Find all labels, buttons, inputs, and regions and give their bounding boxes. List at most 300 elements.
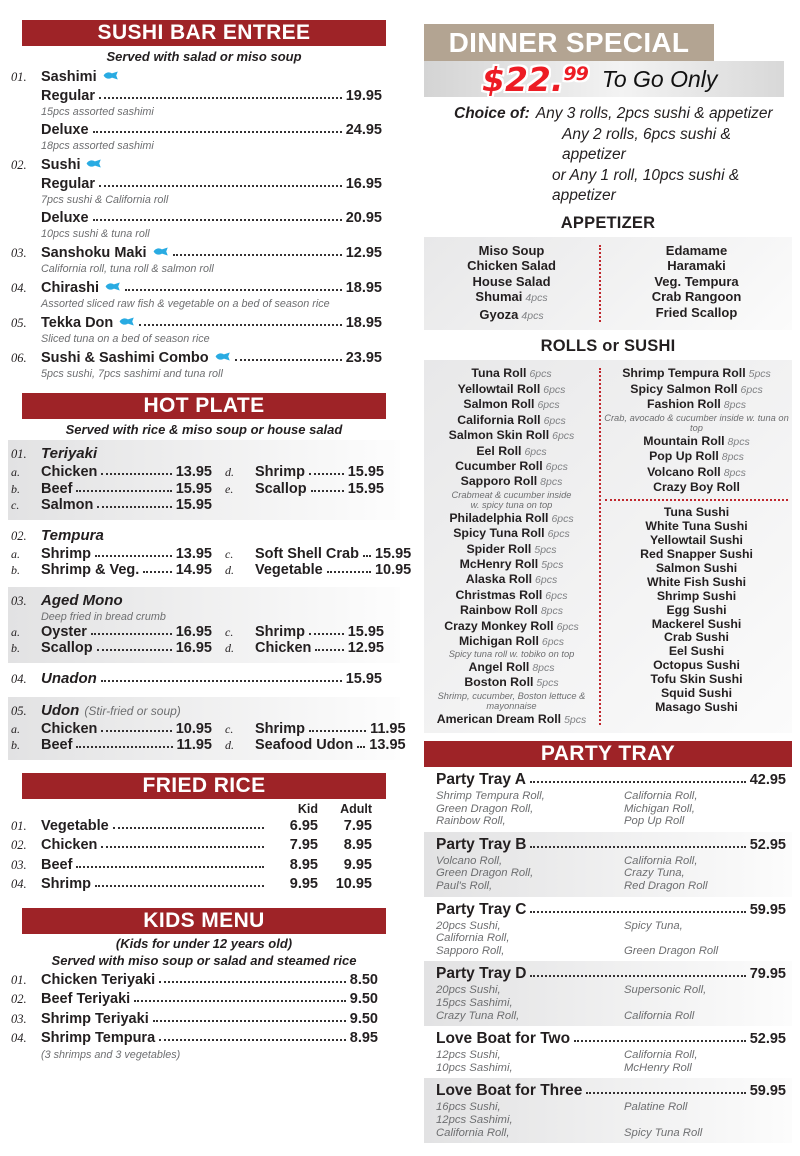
item-description: (3 shrimps and 3 vegetables) bbox=[41, 1048, 181, 1061]
dish-price: 13.95 bbox=[175, 464, 212, 480]
dish-letter: d. bbox=[225, 641, 234, 655]
party-item-name: Party Tray A bbox=[436, 771, 526, 789]
dotted-leader bbox=[99, 185, 342, 187]
item-name: Miso Soup bbox=[478, 242, 545, 258]
party-item-contents bbox=[436, 1101, 786, 1139]
dish-row bbox=[222, 481, 384, 498]
right-column bbox=[424, 24, 792, 1156]
dish-row bbox=[222, 624, 384, 641]
rolls-or-sushi-heading: ROLLS or SUSHI bbox=[540, 337, 676, 356]
roll-pieces: 6pcs bbox=[537, 399, 560, 412]
kids-menu-section bbox=[8, 908, 400, 1061]
adult-price: 8.95 bbox=[343, 837, 372, 853]
group-number: 03. bbox=[11, 593, 27, 608]
menu-subitem-row bbox=[8, 209, 382, 228]
subitem-name: Regular bbox=[41, 176, 95, 192]
group-columns bbox=[8, 720, 406, 754]
item-name: Chicken bbox=[41, 837, 98, 853]
item-name: Vegetable bbox=[41, 817, 109, 834]
dish-letter: a. bbox=[11, 624, 20, 639]
roll-item bbox=[424, 675, 599, 690]
dish-letter: d. bbox=[225, 738, 234, 752]
dotted-leader bbox=[315, 649, 343, 651]
hot-plate-group bbox=[8, 522, 412, 585]
menu-item-row bbox=[8, 155, 382, 175]
roll-item bbox=[424, 603, 599, 618]
dish-row bbox=[222, 546, 411, 563]
dish-letter: b. bbox=[11, 641, 20, 655]
group-name: Tempura bbox=[41, 526, 104, 544]
fish-icon bbox=[215, 347, 231, 366]
item-name: Haramaki bbox=[667, 258, 726, 274]
roll-item bbox=[424, 382, 599, 397]
dish-name: Shrimp bbox=[41, 545, 91, 562]
item-name: Shumai bbox=[475, 289, 523, 305]
roll-name: Boston Roll bbox=[464, 675, 534, 690]
group-header bbox=[8, 669, 400, 689]
appetizer-box bbox=[424, 237, 792, 331]
dotted-leader bbox=[530, 846, 745, 848]
party-content-line: California Roll, bbox=[436, 932, 510, 945]
roll-item bbox=[601, 465, 792, 480]
dish-letter: a. bbox=[11, 721, 20, 736]
fried-rice-row bbox=[8, 836, 400, 856]
dish-name: Beef bbox=[41, 737, 73, 753]
dish-name: Shrimp bbox=[255, 623, 305, 640]
party-tray-item bbox=[424, 961, 792, 1026]
adult-price: 7.95 bbox=[343, 817, 372, 834]
roll-item bbox=[424, 619, 599, 634]
dish-name: Chicken bbox=[255, 640, 312, 656]
dish-price: 12.95 bbox=[347, 640, 384, 656]
section-header-kids-menu: KIDS MENU bbox=[22, 908, 386, 934]
roll-pieces: 5pcs bbox=[564, 713, 587, 726]
appetizer-heading: APPETIZER bbox=[560, 213, 656, 232]
roll-pieces: 8pcs bbox=[727, 435, 750, 448]
dinner-special-price-band bbox=[424, 61, 784, 97]
roll-pieces: 6pcs bbox=[551, 512, 574, 525]
party-item-header bbox=[436, 770, 786, 790]
roll-name: Tuna Roll bbox=[471, 366, 527, 381]
party-content-line: Rainbow Roll, bbox=[436, 815, 506, 828]
fried-rice-row bbox=[8, 875, 400, 895]
item-description: 5pcs sushi, 7pcs sashimi and tuna roll bbox=[41, 368, 223, 380]
party-tray-item bbox=[424, 1026, 792, 1078]
dish-price: 15.95 bbox=[347, 623, 384, 640]
dish-row bbox=[8, 640, 212, 657]
hot-plate-group bbox=[8, 697, 406, 760]
party-item-name: Love Boat for Three bbox=[436, 1082, 583, 1100]
roll-name: Spicy Tuna Roll bbox=[453, 526, 545, 541]
appetizer-item bbox=[424, 274, 599, 290]
roll-pieces: 8pcs bbox=[532, 661, 555, 674]
roll-item bbox=[424, 444, 599, 459]
party-content-line: California Roll, bbox=[624, 790, 698, 803]
fried-rice-row bbox=[8, 856, 400, 876]
item-number: 02. bbox=[11, 992, 27, 1006]
roll-pieces: 6pcs bbox=[552, 430, 575, 443]
dish-name: Scallop bbox=[41, 640, 93, 656]
menu-item-row bbox=[8, 243, 382, 263]
section-header-sushi-bar-entree: SUSHI BAR ENTREE bbox=[22, 20, 386, 46]
roll-item bbox=[424, 428, 599, 443]
group-columns bbox=[8, 464, 400, 514]
party-content-line: Pop Up Roll bbox=[624, 815, 685, 828]
sushi-item: White Fish Sushi bbox=[646, 574, 747, 589]
roll-pieces: 5pcs bbox=[534, 543, 557, 556]
dotted-leader bbox=[76, 746, 172, 748]
group-header bbox=[8, 526, 400, 546]
party-content-line bbox=[624, 932, 786, 945]
dish-name: Scallop bbox=[255, 480, 307, 497]
dish-row bbox=[222, 721, 406, 738]
dotted-leader bbox=[101, 473, 171, 475]
subitem-price: 16.95 bbox=[345, 176, 382, 192]
item-price: 8.50 bbox=[349, 971, 378, 988]
party-content-line: Green Dragon Roll, bbox=[436, 802, 534, 815]
dish-letter: b. bbox=[11, 738, 20, 752]
item-number: 02. bbox=[11, 158, 27, 172]
dish-letter: e. bbox=[225, 481, 234, 496]
roll-item bbox=[601, 434, 792, 449]
party-content-line bbox=[624, 997, 786, 1010]
party-item-price: 59.95 bbox=[749, 901, 786, 918]
item-number: 03. bbox=[11, 246, 27, 260]
party-content-line: Red Dragon Roll bbox=[624, 880, 708, 893]
party-tray-item bbox=[424, 897, 792, 962]
dish-letter: c. bbox=[225, 624, 234, 639]
item-pieces: 4pcs bbox=[525, 292, 548, 305]
roll-description: Shrimp, cucumber, Boston lettuce & mayonnaise bbox=[437, 690, 586, 712]
item-price: 9.50 bbox=[349, 1010, 378, 1027]
subitem-description: 10pcs sushi & tuna roll bbox=[41, 228, 150, 240]
dish-row bbox=[8, 562, 212, 579]
party-right-column bbox=[624, 790, 786, 828]
dish-price: 15.95 bbox=[175, 480, 212, 497]
roll-item bbox=[601, 366, 792, 381]
party-content-line: Green Dragon Roll bbox=[624, 944, 719, 957]
roll-item bbox=[424, 634, 599, 649]
menu-item-row bbox=[8, 278, 382, 298]
roll-name: Philadelphia Roll bbox=[449, 510, 549, 525]
roll-name: Christmas Roll bbox=[455, 587, 543, 602]
dotted-leader bbox=[363, 555, 371, 557]
party-content-line: California Roll, bbox=[624, 1049, 698, 1062]
dotted-leader bbox=[76, 490, 171, 492]
sushi-bar-entree-section bbox=[8, 20, 400, 380]
dish-letter: b. bbox=[11, 481, 20, 496]
group-price: 15.95 bbox=[345, 670, 382, 687]
item-name: Shrimp Teriyaki bbox=[41, 1010, 149, 1027]
item-number: 03. bbox=[11, 1011, 27, 1026]
dish-letter: a. bbox=[11, 465, 20, 479]
item-name: Fried Scallop bbox=[655, 304, 738, 320]
dish-price: 14.95 bbox=[175, 562, 212, 578]
group-number: 02. bbox=[11, 528, 27, 543]
fish-icon bbox=[86, 154, 102, 173]
roll-pieces: 8pcs bbox=[540, 476, 563, 489]
item-description: Sliced tuna on a bed of season rice bbox=[41, 333, 210, 345]
roll-name: Crazy Monkey Roll bbox=[444, 618, 554, 633]
roll-pieces: 6pcs bbox=[543, 414, 566, 427]
item-number: 05. bbox=[11, 316, 27, 330]
roll-description: Spicy tuna roll w. tobiko on top bbox=[448, 649, 575, 660]
kids-menu-row bbox=[8, 1029, 378, 1049]
roll-name: Eel Roll bbox=[476, 443, 522, 458]
section-header-hot-plate: HOT PLATE bbox=[22, 393, 386, 419]
party-item-contents bbox=[436, 984, 786, 1022]
dotted-leader bbox=[153, 1020, 346, 1022]
item-name: Chicken Teriyaki bbox=[41, 971, 156, 988]
roll-pieces: 8pcs bbox=[540, 605, 564, 618]
choice-line: or Any 1 roll, 10pcs sushi & appetizer bbox=[552, 166, 740, 204]
item-number: 01. bbox=[11, 70, 27, 84]
sushi-item: Crab Sushi bbox=[664, 630, 729, 645]
party-content-line: Paul's Roll, bbox=[436, 880, 493, 893]
group-note: (Stir-fried or soup) bbox=[84, 703, 181, 718]
rolls-sushi-box bbox=[424, 360, 792, 733]
item-name: Chirashi bbox=[41, 280, 100, 296]
dish-letter: a. bbox=[11, 546, 20, 561]
sushi-bar-item-list bbox=[8, 67, 400, 380]
dish-row bbox=[8, 624, 212, 641]
dish-row bbox=[8, 464, 212, 481]
roll-pieces: 6pcs bbox=[547, 528, 570, 541]
dotted-leader bbox=[99, 97, 342, 99]
roll-item bbox=[424, 459, 599, 474]
dotted-leader bbox=[311, 490, 344, 492]
dotted-leader bbox=[76, 866, 264, 868]
dish-price: 15.95 bbox=[374, 545, 412, 562]
roll-item bbox=[424, 557, 599, 572]
appetizer-left-list bbox=[424, 243, 599, 325]
party-content-line: 12pcs Sushi, bbox=[436, 1049, 501, 1062]
fish-icon bbox=[119, 312, 135, 331]
roll-item bbox=[424, 413, 599, 428]
roll-description: Crab, avocado & cucumber inside w. tuna on top bbox=[604, 412, 789, 434]
appetizer-item bbox=[601, 274, 792, 290]
item-name: Shrimp bbox=[41, 876, 91, 892]
dotted-leader bbox=[309, 730, 366, 732]
section-subtitle: Served with miso soup or salad and steamed rice bbox=[51, 952, 357, 968]
choice-text: Any 3 rolls, 2pcs sushi & appetizer bbox=[535, 105, 773, 122]
group-name: Teriyaki bbox=[41, 445, 98, 462]
party-item-header bbox=[436, 1029, 786, 1049]
sushi-item: Red Snapper Sushi bbox=[640, 547, 753, 562]
roll-name: Spicy Salmon Roll bbox=[630, 381, 738, 396]
party-item-contents bbox=[436, 790, 786, 828]
item-price: 9.50 bbox=[349, 991, 378, 1007]
hot-plate-group bbox=[8, 587, 400, 663]
party-left-column bbox=[436, 1101, 624, 1139]
appetizer-right-list bbox=[601, 243, 792, 325]
party-content-line: Palatine Roll bbox=[624, 1101, 688, 1114]
dish-price: 15.95 bbox=[347, 464, 384, 480]
menu-item-row bbox=[8, 313, 382, 333]
rolls-right-list bbox=[601, 366, 792, 494]
kids-menu-row bbox=[8, 971, 378, 991]
item-name: Sashimi bbox=[41, 69, 97, 85]
group-name: Unadon bbox=[41, 669, 97, 687]
item-price: 8.95 bbox=[349, 1030, 378, 1046]
price-dollars: $22. bbox=[482, 59, 564, 99]
dotted-leader bbox=[101, 730, 171, 732]
adult-price: 9.95 bbox=[343, 856, 372, 873]
party-tray-item-list bbox=[424, 767, 792, 1143]
party-content-line: California Roll bbox=[624, 1009, 695, 1022]
item-number: 02. bbox=[11, 838, 27, 852]
party-content-line: Sapporo Roll, bbox=[436, 944, 505, 957]
subitem-price: 20.95 bbox=[345, 210, 382, 226]
dotted-leader bbox=[93, 131, 342, 133]
item-name: Veg. Tempura bbox=[654, 273, 739, 289]
item-name: Sushi bbox=[41, 157, 81, 173]
subitem-name: Deluxe bbox=[41, 210, 89, 226]
choice-of-label: Choice of: bbox=[454, 105, 530, 122]
dish-name: Vegetable bbox=[255, 562, 323, 578]
roll-item bbox=[424, 572, 599, 587]
dotted-leader bbox=[143, 571, 171, 573]
roll-name: Spider Roll bbox=[466, 541, 532, 556]
dotted-leader bbox=[309, 633, 344, 635]
fish-icon bbox=[153, 242, 169, 261]
party-left-column bbox=[436, 920, 624, 958]
sushi-item: Mackerel Sushi bbox=[651, 616, 742, 631]
party-content-line: Green Dragon Roll, bbox=[436, 867, 534, 880]
dish-letter: c. bbox=[11, 498, 20, 512]
group-columns bbox=[8, 545, 412, 579]
dotted-leader bbox=[95, 885, 264, 887]
party-tray-item bbox=[424, 767, 792, 832]
kids-menu-row bbox=[8, 990, 378, 1010]
sushi-item: Squid Sushi bbox=[660, 686, 733, 701]
group-column bbox=[8, 721, 212, 754]
kid-price: 7.95 bbox=[289, 837, 318, 853]
roll-pieces: 8pcs bbox=[721, 451, 744, 464]
item-number: 03. bbox=[11, 857, 27, 872]
dish-price: 11.95 bbox=[370, 720, 406, 737]
party-left-column bbox=[436, 855, 624, 893]
party-content-line: Michigan Roll, bbox=[624, 802, 695, 815]
party-item-name: Party Tray B bbox=[436, 835, 527, 853]
roll-name: Volcano Roll bbox=[647, 464, 721, 479]
dish-price: 16.95 bbox=[175, 623, 212, 640]
sushi-item: Masago Sushi bbox=[655, 700, 738, 714]
dotted-leader bbox=[574, 1040, 746, 1042]
roll-item bbox=[424, 511, 599, 526]
menu-subitem-row bbox=[8, 87, 382, 106]
roll-pieces: 6pcs bbox=[556, 620, 579, 633]
party-content-line: Spicy Tuna Roll bbox=[624, 1126, 703, 1139]
dish-name: Chicken bbox=[41, 720, 98, 737]
dish-price: 15.95 bbox=[175, 497, 212, 513]
party-content-line: 15pcs Sashimi, bbox=[436, 997, 513, 1010]
hot-plate-group bbox=[8, 665, 400, 695]
subitem-description: 18pcs assorted sashimi bbox=[41, 140, 154, 152]
party-content-line: Volcano Roll, bbox=[436, 854, 503, 867]
dish-price: 15.95 bbox=[347, 480, 384, 497]
item-name: Sanshoku Maki bbox=[41, 245, 147, 261]
menu-subitem-row bbox=[8, 175, 382, 194]
party-content-line: 20pcs Sushi, bbox=[436, 919, 501, 932]
item-price: 23.95 bbox=[345, 350, 382, 366]
dish-price: 16.95 bbox=[175, 640, 212, 656]
hot-plate-section bbox=[8, 393, 412, 760]
dish-name: Shrimp & Veg. bbox=[41, 562, 140, 578]
appetizer-item bbox=[601, 258, 792, 274]
roll-item bbox=[601, 449, 792, 464]
party-left-column bbox=[436, 790, 624, 828]
party-item-header bbox=[436, 900, 786, 920]
dish-name: Shrimp bbox=[255, 464, 305, 480]
item-number: 04. bbox=[11, 281, 27, 295]
subitem-name: Regular bbox=[41, 88, 95, 104]
roll-name: California Roll bbox=[457, 412, 541, 427]
roll-pieces: 5pcs bbox=[541, 558, 564, 571]
subitem-price: 24.95 bbox=[345, 122, 382, 138]
item-name: Beef bbox=[41, 856, 73, 873]
rolls-left-list bbox=[424, 366, 599, 727]
roll-name: Pop Up Roll bbox=[649, 449, 719, 464]
dotted-leader bbox=[357, 746, 365, 748]
dish-row bbox=[8, 737, 212, 754]
party-content-line: California Roll, bbox=[436, 1126, 510, 1139]
item-description: California roll, tuna roll & salmon roll bbox=[41, 263, 214, 275]
dish-price: 13.95 bbox=[369, 737, 406, 753]
item-name: Edamame bbox=[665, 242, 728, 258]
party-content-line bbox=[624, 1114, 786, 1127]
item-price: 18.95 bbox=[345, 315, 382, 331]
item-pieces: 4pcs bbox=[521, 309, 544, 322]
party-right-column bbox=[624, 1049, 786, 1074]
dotted-leader bbox=[530, 911, 745, 913]
dotted-leader bbox=[125, 289, 342, 291]
dish-row bbox=[222, 562, 411, 579]
group-column bbox=[222, 546, 411, 579]
roll-item bbox=[424, 588, 599, 603]
party-right-column bbox=[624, 984, 786, 1022]
kid-price: 6.95 bbox=[289, 817, 318, 834]
roll-name: Salmon Roll bbox=[463, 397, 535, 412]
dish-price: 13.95 bbox=[175, 545, 212, 562]
roll-name: Sapporo Roll bbox=[460, 474, 538, 489]
dish-name: Beef bbox=[41, 480, 73, 497]
group-number: 04. bbox=[11, 671, 27, 686]
appetizer-item bbox=[424, 258, 599, 274]
group-column bbox=[8, 624, 212, 657]
roll-pieces: 6pcs bbox=[524, 445, 547, 458]
roll-pieces: 6pcs bbox=[541, 635, 565, 648]
fish-icon bbox=[105, 277, 121, 296]
left-column bbox=[8, 20, 412, 1156]
party-item-price: 59.95 bbox=[749, 1083, 786, 1100]
party-left-column bbox=[436, 1049, 624, 1074]
roll-pieces: 6pcs bbox=[529, 368, 552, 381]
party-item-contents bbox=[436, 920, 786, 958]
dish-letter: c. bbox=[225, 721, 234, 736]
appetizer-item bbox=[424, 307, 599, 325]
dish-row bbox=[8, 721, 212, 738]
sushi-item: Egg Sushi bbox=[666, 602, 727, 617]
party-item-price: 52.95 bbox=[749, 836, 786, 853]
party-item-name: Love Boat for Two bbox=[436, 1030, 571, 1048]
item-number: 01. bbox=[11, 972, 27, 987]
dish-row bbox=[222, 464, 384, 481]
dotted-leader bbox=[309, 473, 344, 475]
subitem-description: 15pcs assorted sashimi bbox=[41, 106, 154, 118]
roll-name: Michigan Roll bbox=[458, 633, 539, 648]
dish-price: 10.95 bbox=[175, 720, 212, 737]
